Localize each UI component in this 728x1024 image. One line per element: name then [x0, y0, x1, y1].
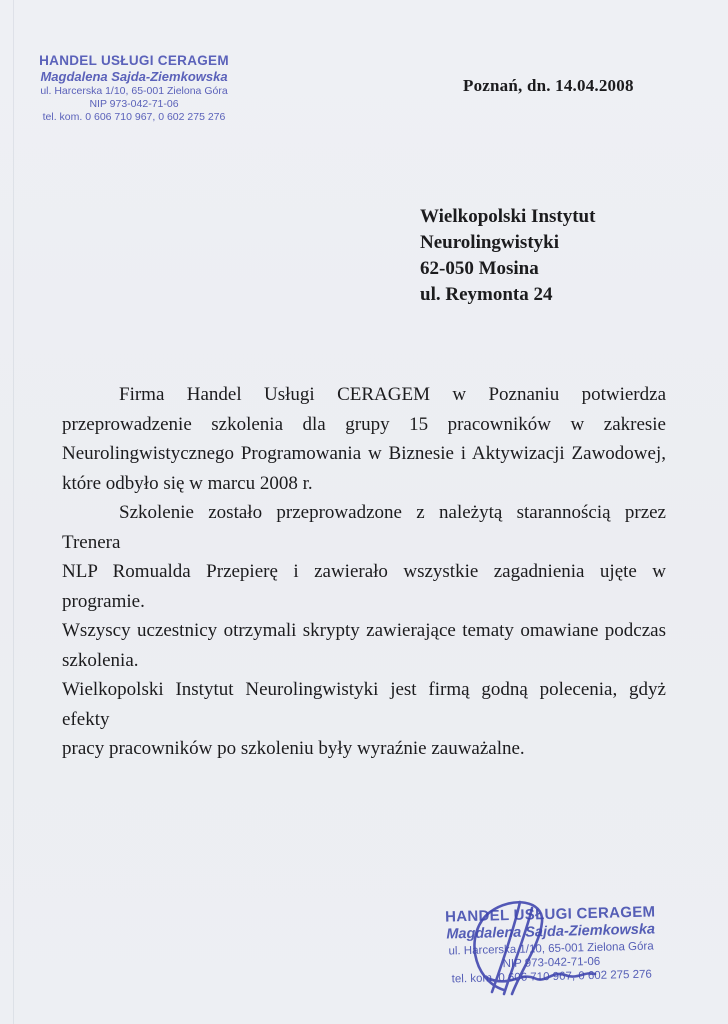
body-line: przeprowadzenie szkolenia dla grupy 15 pracowników w zakresie [62, 413, 666, 435]
body-line: szkolenia. [62, 649, 139, 671]
sender-stamp-top [34, 53, 234, 124]
stamp-address: ul. Harcerska 1/10, 65-001 Zielona Góra [448, 940, 654, 958]
stamp-person-name: Magdalena Sajda-Ziemkowska [446, 921, 656, 943]
stamp-nip: NIP 973-042-71-06 [89, 98, 179, 111]
date-line: Poznań, dn. 14.04.2008 [463, 76, 634, 95]
recipient-line-4: ul. Reymonta 24 [420, 284, 553, 305]
body-line: NLP Romualda Przepierę i zawierało wszystkie zagadnienia ujęte w programie. [62, 561, 666, 612]
stamp-company-name: HANDEL USŁUGI CERAGEM [444, 903, 656, 926]
recipient-line-1: Wielkopolski Instytut [420, 206, 596, 227]
body-line: które odbyło się w marcu 2008 r. [62, 472, 313, 494]
body-line: pracy pracowników po szkoleniu były wyraźnie zauważalne. [62, 738, 525, 759]
stamp-nip: NIP 973-042-71-06 [502, 955, 601, 971]
sender-stamp-bottom [443, 903, 659, 986]
recipient-line-2: Neurolingwistyki [420, 232, 560, 253]
body-line: Wielkopolski Instytut Neurolingwistyki jest firmą godną polecenia, gdyż efekty [62, 679, 666, 730]
stamp-phone: tel. kom. 0 606 710 967, 0 602 275 276 [42, 110, 226, 123]
body-line: Firma Handel Usługi CERAGEM w Poznaniu potwierdza [119, 384, 666, 405]
body-line: Szkolenie zostało przeprowadzone z należytą starannością przez Trenera [62, 502, 666, 553]
letter-body [62, 380, 666, 764]
stamp-address: ul. Harcerska 1/10, 65-001 Zielona Góra [40, 85, 228, 98]
recipient-line-3: 62-050 Mosina [420, 258, 539, 279]
scan-fold-line [13, 0, 14, 1024]
stamp-phone: tel. kom. 0 606 710 967, 0 602 275 276 [451, 968, 652, 986]
body-line: Wszyscy uczestnicy otrzymali skrypty zawierające tematy omawiane podczas [62, 620, 666, 641]
recipient-block [420, 204, 595, 308]
stamp-company-name: HANDEL USŁUGI CERAGEM [39, 53, 229, 68]
body-line: Neurolingwistycznego Programowania w Biznesie i Aktywizacji Zawodowej, [62, 443, 666, 464]
stamp-person-name: Magdalena Sajda-Ziemkowska [40, 69, 228, 85]
